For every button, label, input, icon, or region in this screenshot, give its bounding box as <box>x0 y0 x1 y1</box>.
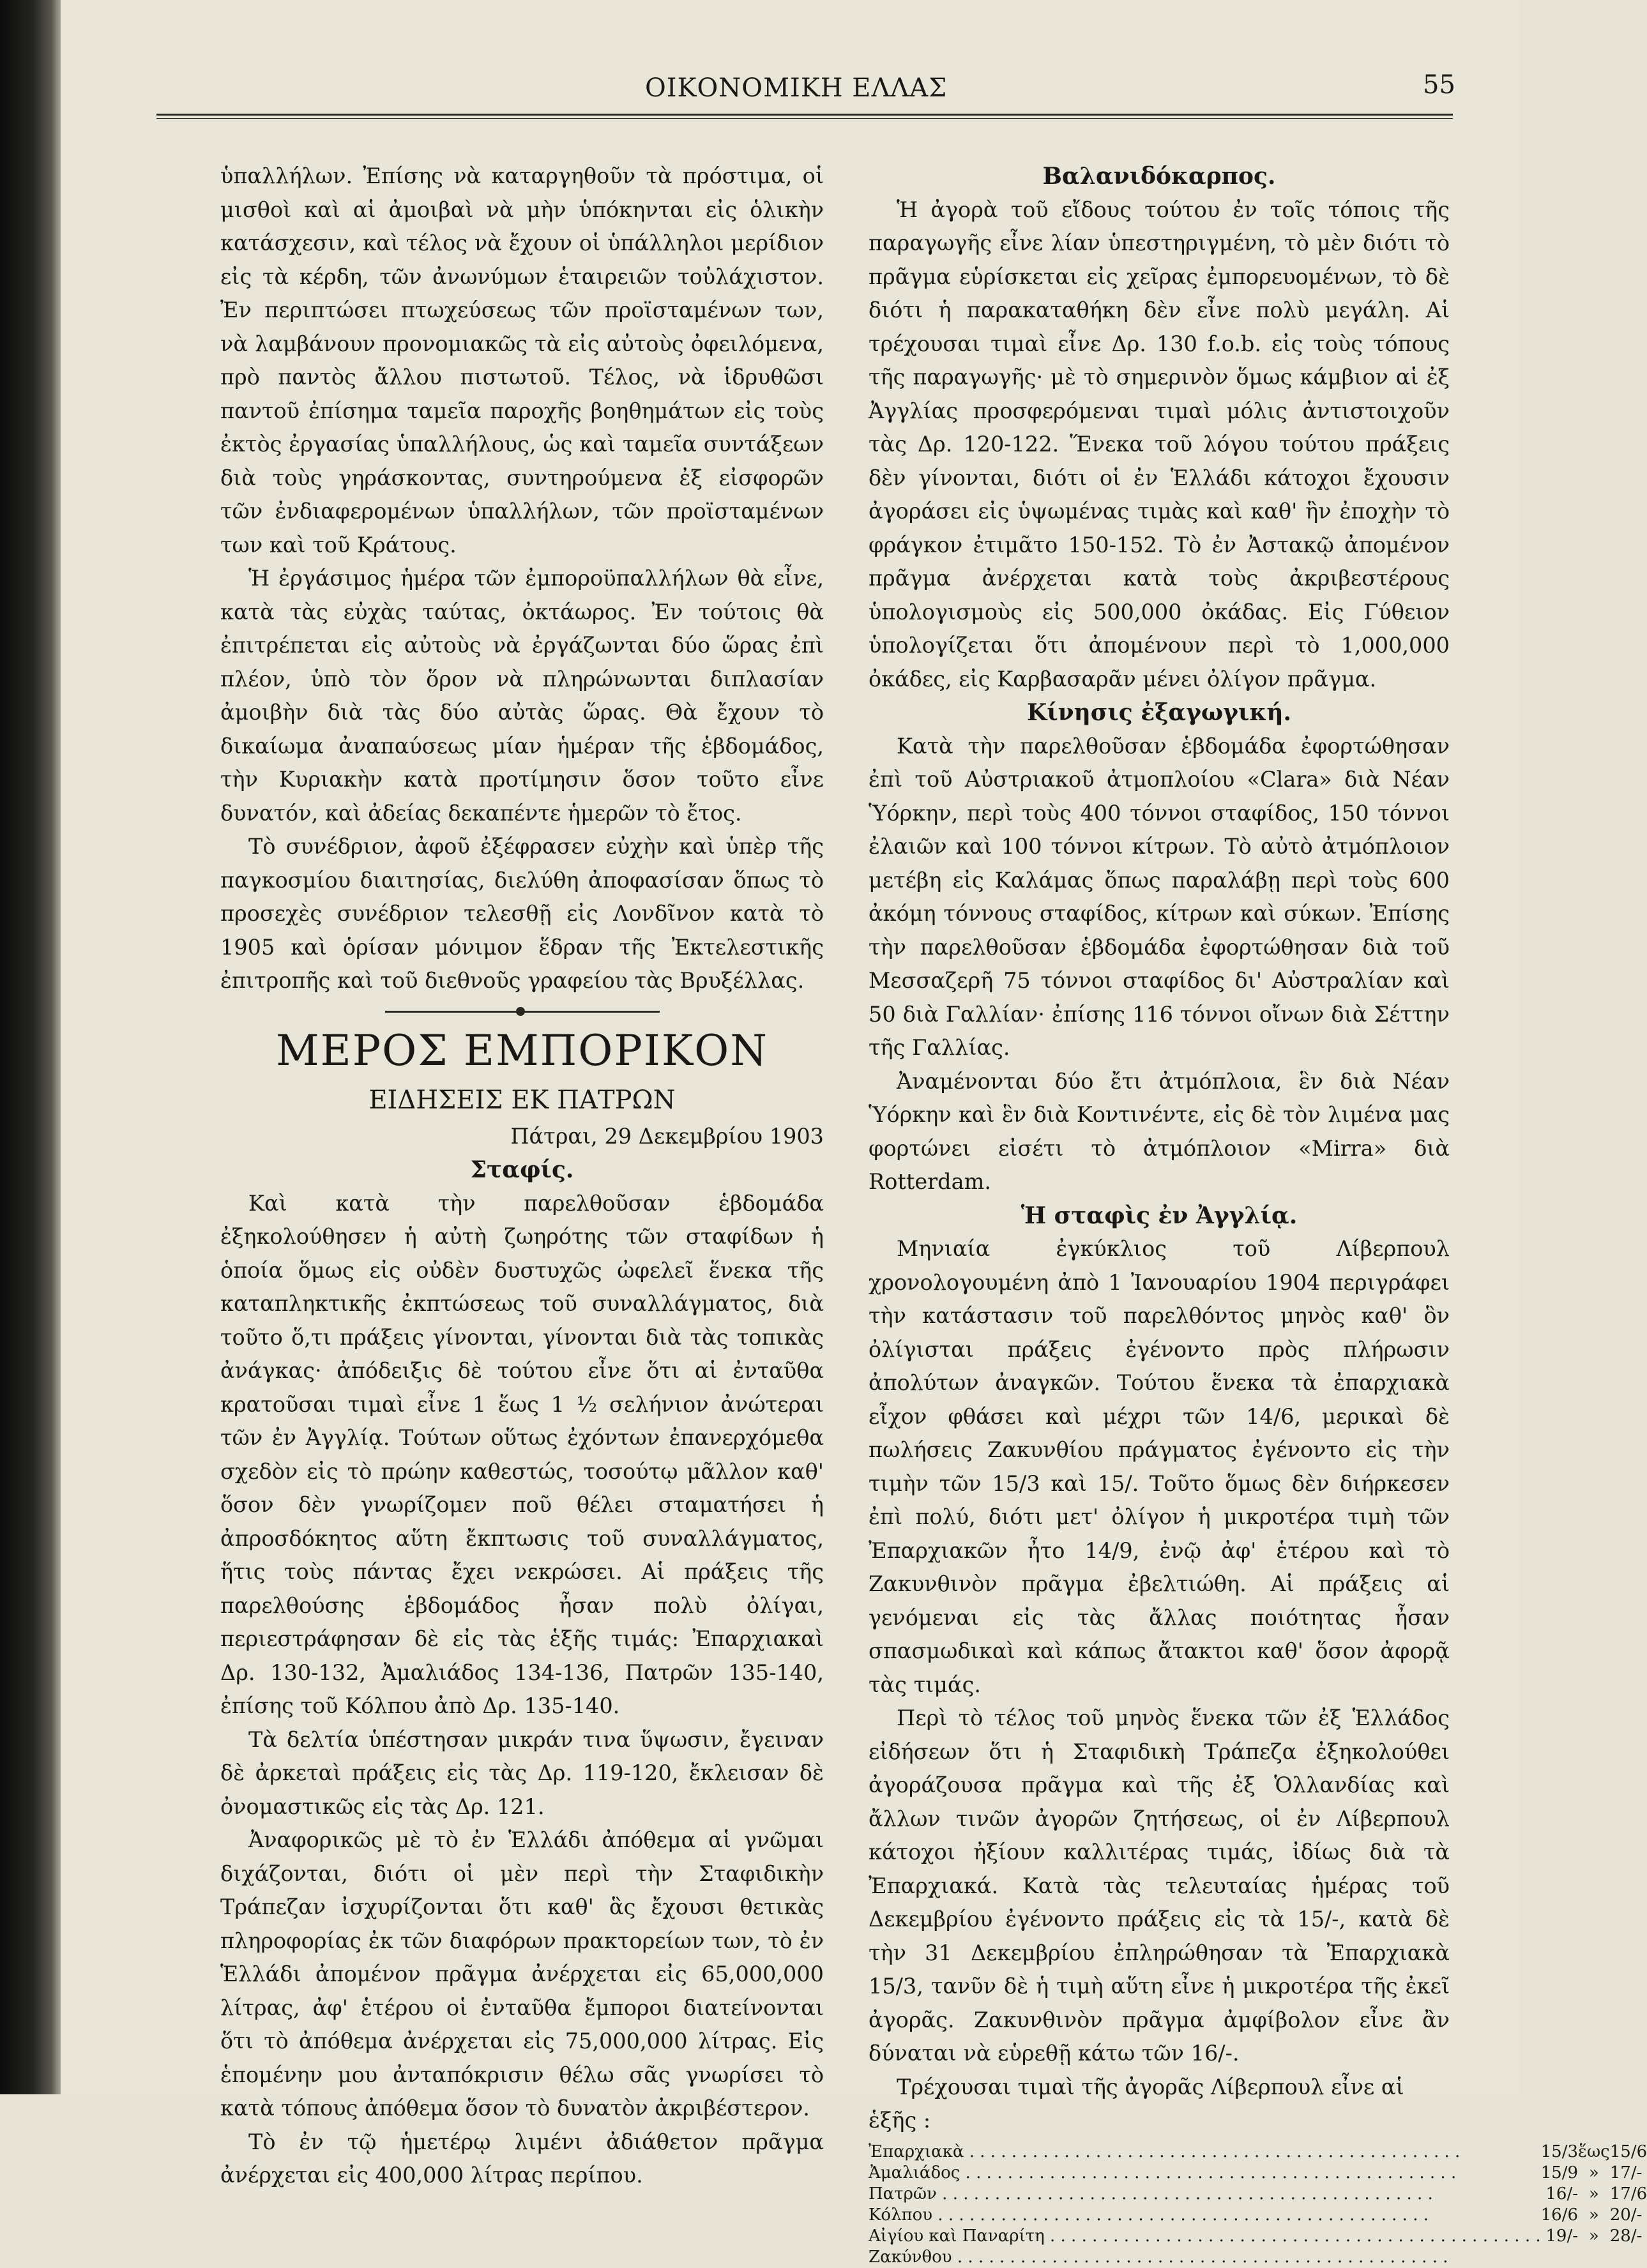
paragraph: Καὶ κατὰ τὴν παρελθοῦσαν ἑβδομάδα ἐξηκολούθησεν ἡ αὐτὴ ζωηρότης τῶν σταφίδων ἡ ὁποία ὅμως εἰς οὐδὲν δυστυχῶς ὠφελεῖ ἕνεκα τῆς καταπληκτικῆς ἐκπτώσεως τοῦ συναλλάγματος, διὰ τοῦτο ὅ,τι πράξεις γίνονται, γίνονται διὰ τὰς τοπικὰς ἀνάγκας· ἀπόδειξις δὲ τούτου εἶνε ὅτι αἱ ἐνταῦθα κρατοῦσαι τιμαὶ εἶνε 1 ἕως 1 ½ σελήνιον ἀνώτεραι τῶν ἐν Ἀγγλίᾳ. Τούτων οὕτως ἐχόντων ἐπανερχόμεθα σχεδὸν εἰς τὸ πρώην καθεστώς, τοσούτῳ μᾶλλον καθ' ὅσον δὲν γνωρίζομεν ποῦ θέλει σταματήσει ἡ ἀπροσδόκητος αὕτη ἔκπτωσις τοῦ συναλλάγματος, ἥτις τοὺς πάντας ἔχει νεκρώσει. Αἱ πράξεις τῆς παρελθούσης ἑβδομάδος ἦσαν πολὺ ὀλίγαι, περιεστράφησαν δὲ εἰς τὰς ἑξῆς τιμάς: Ἐπαρχιακαὶ Δρ. 130-132, Ἀμαλιάδος 134-136, Πατρῶν 135-140, ἐπίσης τοῦ Κόλπου ἀπὸ Δρ. 135-140. <box>220 1190 824 1718</box>
price-to: 20/- <box>1609 2205 1643 2225</box>
paragraph: Τὸ ἐν τῷ ἡμετέρῳ λιμένι ἀδιάθετον πρᾶγμα ἀνέρχεται εἰς 400,000 λίτρας περίπου. <box>220 2129 824 2188</box>
price-separator: » <box>1588 2163 1599 2182</box>
price-from: 16/- <box>1545 2184 1579 2204</box>
paragraph: Τὰ δελτία ὑπέστησαν μικράν τινα ὕψωσιν, ἔγειναν δὲ ἀρκεταὶ πράξεις εἰς τὰς Δρ. 119-120, ἔκλεισαν δὲ ὀνομαστικῶς εἰς τὰς Δρ. 121. <box>220 1727 824 1819</box>
price-separator: ἕως <box>1578 2142 1610 2161</box>
heading-export-movement: Κίνησις ἐξαγωγική. <box>1026 699 1292 726</box>
section-subtitle: ΕΙΔΗΣΕΙΣ ΕΚ ΠΑΤΡΩΝ <box>368 1085 676 1115</box>
right-column <box>869 160 1647 2268</box>
price-row <box>869 2226 1647 2247</box>
price-label: Ἐπαρχιακὰ <box>869 2142 964 2161</box>
price-separator: » <box>1588 2184 1599 2204</box>
dateline: Πάτραι, 29 Δεκεμβρίου 1903 <box>510 1123 824 1149</box>
separator-ornament <box>516 1007 525 1016</box>
running-title: ΟΙΚΟΝΟΜΙΚΗ ΕΛΛΑΣ <box>645 73 948 103</box>
section-separator <box>385 1011 660 1013</box>
paragraph: Μηνιαία ἐγκύκλιος τοῦ Λίβερπουλ χρονολογουμένη ἀπὸ 1 Ἰανουαρίου 1904 περιγράφει τὴν κατάστασιν τοῦ παρελθόντος μηνὸς καθ' ὃν ὀλίγισται πράξεις ἐγένοντο πρὸς πλήρωσιν ἀπολύτων ἀναγκῶν. Τούτου ἕνεκα τὰ ἐπαρχιακὰ εἶχον φθάσει καὶ μέχρι τῶν 14/6, μερικαὶ δὲ πωλήσεις Ζακυνθίου πράγματος ἐγένοντο εἰς τὴν τιμὴν τῶν 15/3 καὶ 15/. Τοῦτο ὅμως δὲν διήρκεσεν ἐπὶ πολύ, διότι μετ' ὀλίγον ἡ μικροτέρα τιμὴ τῶν Ἐπαρχιακῶν ἦτο 14/9, ἐνῷ ἀφ' ἑτέρου καὶ τὸ Ζακυνθινὸν πρᾶγμα ἐβελτιώθη. Αἱ πράξεις αἱ γενόμεναι εἰς τὰς ἄλλας ποιότητας ἦσαν σπασμωδικαὶ καὶ κάπως ἄτακτοι καθ' ὅσον ἀφορᾷ τὰς τιμάς. <box>869 1236 1450 1697</box>
paragraph: Τὸ συνέδριον, ἀφοῦ ἐξέφρασεν εὐχὴν καὶ ὑπὲρ τῆς παγκοσμίου διαιτησίας, διελύθη ἀποφασίσαν ὅπως τὸ προσεχὲς συνέδριον τελεσθῇ εἰς Λονδῖνον κατὰ τὸ 1905 καὶ ὁρίσαν μόνιμον ἕδραν τῆς Ἐκτελεστικῆς ἐπιτροπῆς καὶ τοῦ διεθνοῦς γραφείου τὰς Βρυξέλλας. <box>220 834 824 993</box>
price-label: Ἀμαλιάδος <box>869 2163 960 2182</box>
paragraph: Ἡ ἐργάσιμος ἡμέρα τῶν ἐμποροϋπαλλήλων θὰ εἶνε, κατὰ τὰς εὐχὰς ταύτας, ὀκτάωρος. Ἐν τούτοις θὰ ἐπιτρέπεται εἰς αὐτοὺς νὰ ἐργάζωνται δύο ὥρας ἐπὶ πλέον, ὑπὸ τὸν ὅρον νὰ πληρώνωνται διπλασίαν ἀμοιβὴν διὰ τὰς δύο αὐτὰς ὥρας. Θὰ ἔχουν τὸ δικαίωμα ἀναπαύσεως μίαν ἡμέραν τῆς ἑβδομάδος, τὴν Κυριακὴν κατὰ προτίμησιν ὅσον τοῦτο εἶνε δυνατόν, καὶ ἀδείας δεκαπέντε ἡμερῶν τὸ ἔτος. <box>220 566 824 826</box>
heading-valanidokarpos: Βαλανιδόκαρπος. <box>1042 163 1276 190</box>
price-separator <box>1578 2247 1610 2268</box>
left-column <box>220 160 824 2193</box>
price-to <box>1610 2247 1647 2268</box>
paragraph: Ἀναμένονται δύο ἔτι ἀτμόπλοια, ἓν διὰ Νέαν Ὑόρκην καὶ ἓν διὰ Κοντινέντε, εἰς δὲ τὸν λιμένα μας φορτώνει εἰσέτι τὸ ἀτμόπλοιον «Mirra» διὰ Rotterdam. <box>869 1068 1450 1194</box>
price-table <box>869 2142 1647 2268</box>
heading-stafides: Σταφίς. <box>470 1156 574 1183</box>
price-label: Ζακύνθου <box>869 2247 952 2267</box>
price-to: 15/6 <box>1609 2142 1647 2161</box>
price-separator: » <box>1588 2205 1599 2225</box>
price-row <box>869 2184 1647 2205</box>
paragraph: Ἡ ἀγορὰ τοῦ εἴδους τούτου ἐν τοῖς τόποις τῆς παραγωγῆς εἶνε λίαν ὑπεστηριγμένη, τὸ μὲν διότι τὸ πρᾶγμα εὑρίσκεται εἰς χεῖρας ἐμπορευομένων, τὸ δὲ διότι ἡ παρακαταθήκη δὲν εἶνε πολὺ μεγάλη. Αἱ τρέχουσαι τιμαὶ εἶνε Δρ. 130 f.o.b. εἰς τοὺς τόπους τῆς παραγωγῆς· μὲ τὸ σημερινὸν ὅμως κάμβιον αἱ ἐξ Ἀγγλίας προσφερόμεναι τιμαὶ μόλις ἀντιστοιχοῦν τὰς Δρ. 120-122. Ἕνεκα τοῦ λόγου τούτου πράξεις δὲν γίνονται, διότι οἱ ἐν Ἑλλάδι κάτοχοι ἔχουσιν ἀγοράσει εἰς ὑψωμένας τιμὰς καὶ καθ' ἣν ἐποχὴν τὸ φράγκον ἐτιμᾶτο 150-152. Τὸ ἐν Ἀστακῷ ἀπομένον πρᾶγμα ἀνέρχεται κατὰ τοὺς ἀκριβεστέρους ὑπολογισμοὺς εἰς 500,000 ὀκάδας. Εἰς Γύθειον ὑπολογίζεται ὅτι ἀπομένουν περὶ τὸ 1,000,000 ὀκάδες, εἰς Καρβασαρᾶν μένει ὀλίγον πρᾶγμα. <box>869 197 1450 692</box>
paragraph: Τρέχουσαι τιμαὶ τῆς ἀγορᾶς Λίβερπουλ εἶνε αἱ <box>897 2074 1404 2099</box>
price-row <box>869 2163 1647 2184</box>
paragraph: ὑπαλλήλων. Ἐπίσης νὰ καταργηθοῦν τὰ πρόστιμα, οἱ μισθοὶ καὶ αἱ ἀμοιβαὶ νὰ μὴν ὑπόκηνται εἰς ὁλικὴν κατάσχεσιν, καὶ τέλος νὰ ἔχουν οἱ ὑπάλληλοι μερίδιον εἰς τὰ κέρδη, τῶν ἀνωνύμων ἑταιρειῶν τοὐλάχιστον. Ἐν περιπτώσει πτωχεύσεως τῶν προϊσταμένων των, νὰ λαμβάνουν προνομιακῶς τὰ εἰς αὐτοὺς ὀφειλόμενα, πρὸ παντὸς ἄλλου πιστωτοῦ. Τέλος, νὰ ἱδρυθῶσι παντοῦ ἐπίσημα ταμεῖα παροχῆς βοηθημάτων εἰς τοὺς ἐκτὸς ἐργασίας ὑπαλλήλους, ὡς καὶ ταμεῖα συντάξεων διὰ τοὺς γηράσκοντας, συντηρούμενα ἐξ εἰσφορῶν τῶν ἐνδιαφερομένων ὑπαλλήλων, τῶν προϊσταμένων των καὶ τοῦ Κράτους. <box>220 163 824 557</box>
heading-currant-england: Ἡ σταφὶς ἐν Ἀγγλίᾳ. <box>1021 1202 1298 1229</box>
price-label: Κόλπου <box>869 2205 933 2225</box>
price-list-intro: ἑξῆς : <box>869 2108 931 2133</box>
paragraph: Περὶ τὸ τέλος τοῦ μηνὸς ἕνεκα τῶν ἐξ Ἑλλάδος εἰδήσεων ὅτι ἡ Σταφιδικὴ Τράπεζα ἐξηκολούθει ἀγοράζουσα πρᾶγμα καὶ τῆς ἐξ Ὁλλανδίας καὶ ἄλλων τινῶν ἀγορῶν ζητήσεως, οἱ ἐν Λίβερπουλ κάτοχοι ἠξίουν καλλιτέρας τιμάς, ἰδίως διὰ τὰ Ἐπαρχιακά. Κατὰ τὰς τελευταίας ἡμέρας τοῦ Δεκεμβρίου ἐγένοντο πράξεις εἰς τὰ 15/-, κατὰ δὲ τὴν 31 Δεκεμβρίου ἐπληρώθησαν τὰ Ἐπαρχιακὰ 15/3, τανῦν δὲ ἡ τιμὴ αὕτη εἶνε ἡ μικροτέρα τῆς ἐκεῖ ἀγορᾶς. Ζακυνθινὸν πρᾶγμα ἀμφίβολον εἶνε ἂν δύναται νὰ εὑρεθῇ κάτω τῶν 16/-. <box>869 1705 1450 2066</box>
price-from: 15/9 <box>1540 2163 1579 2182</box>
header-rule <box>156 114 1453 119</box>
price-to: 17/6 <box>1609 2184 1647 2204</box>
price-from: 15/3 <box>1540 2142 1579 2161</box>
section-title: ΜΕΡΟΣ ΕΜΠΟΡΙΚΟΝ <box>276 1025 768 1075</box>
price-from <box>1541 2247 1578 2268</box>
binding-gutter <box>0 0 61 2094</box>
price-row <box>869 2205 1647 2226</box>
page-number: 55 <box>1423 70 1455 100</box>
price-row <box>869 2142 1647 2163</box>
paragraph: Ἀναφορικῶς μὲ τὸ ἐν Ἑλλάδι ἀπόθεμα αἱ γνῶμαι διχάζονται, διότι οἱ μὲν περὶ τὴν Σταφιδικὴν Τράπεζαν ἰσχυρίζονται ὅτι καθ' ἃς ἔχουσι θετικὰς πληροφορίας ἐκ τῶν διαφόρων πρακτορείων των, τὸ ἐν Ἑλλάδι ἀπομένον πρᾶγμα ἀνέρχεται εἰς 65,000,000 λίτρας, ἀφ' ἑτέρου οἱ ἐνταῦθα ἔμποροι διατείνονται ὅτι τὸ ἀπόθεμα ἀνέρχεται εἰς 75,000,000 λίτρας. Εἰς ἑπομένην μου ἀνταπόκρισιν θέλω σᾶς γνωρίσει τὸ κατὰ τόπους ἀπόθεμα ὅσον τὸ δυνατὸν ἀκριβέστερον. <box>220 1827 824 2121</box>
price-to: 17/- <box>1609 2163 1643 2182</box>
price-separator: » <box>1588 2226 1599 2246</box>
price-from: 16/6 <box>1540 2205 1579 2225</box>
price-from: 19/- <box>1545 2226 1579 2246</box>
paragraph: Κατὰ τὴν παρελθοῦσαν ἑβδομάδα ἐφορτώθησαν ἐπὶ τοῦ Αὐστριακοῦ ἀτμοπλοίου «Clara» διὰ Νέαν Ὑόρκην, περὶ τοὺς 400 τόννοι σταφίδος, 150 τόννοι ἐλαιῶν καὶ 100 τόννοι κίτρων. Τὸ αὐτὸ ἀτμόπλοιον μετέβη εἰς Καλάμας ὅπως παραλάβῃ περὶ τοὺς 600 ἀκόμη τόννους σταφίδος, κίτρων καὶ σύκων. Ἐπίσης τὴν παρελθοῦσαν ἑβδομάδα ἐφορτώθησαν διὰ τοῦ Μεσσαζερῆ 75 τόννοι σταφίδος δι' Αὐστραλίαν καὶ 50 διὰ Γαλλίαν· ἐπίσης 116 τόννοι οἴνων διὰ Σέττην τῆς Γαλλίας. <box>869 733 1450 1060</box>
price-to: 28/- <box>1609 2226 1643 2246</box>
price-label: Πατρῶν <box>869 2184 937 2204</box>
price-label: Αἰγίου καὶ Παναρίτη <box>869 2226 1045 2246</box>
price-row <box>869 2247 1647 2268</box>
